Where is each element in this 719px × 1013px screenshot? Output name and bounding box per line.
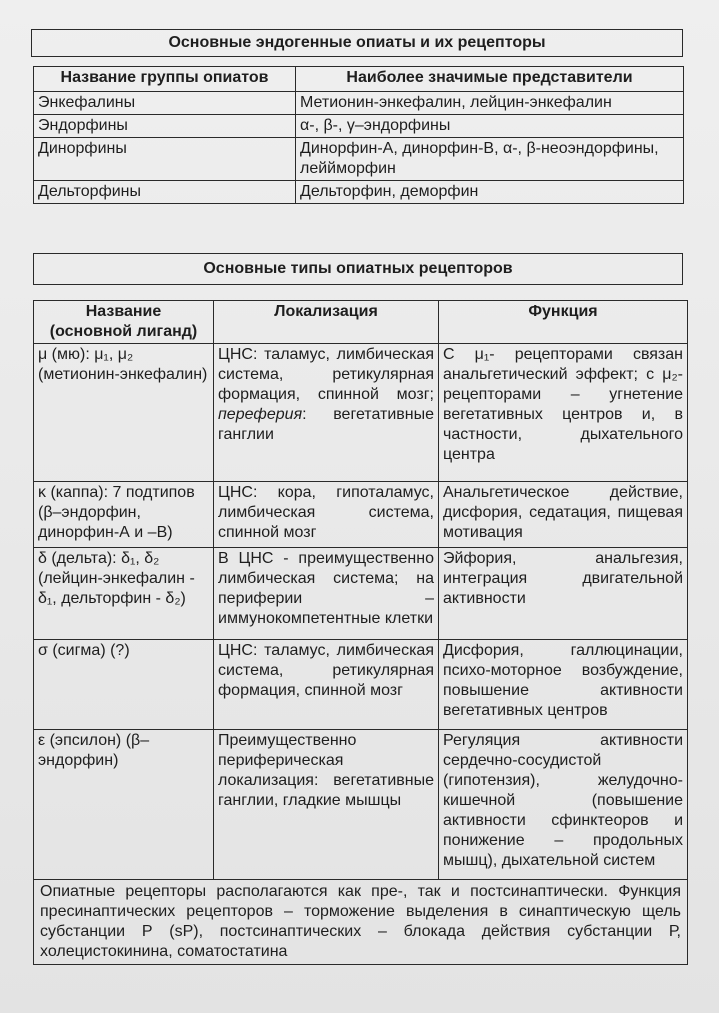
column-header-name-line1: Название (85, 303, 162, 320)
table-row (34, 92, 684, 115)
opiate-receptors-table (33, 300, 688, 965)
receptor-name-cell: μ (мю): μ₁, μ₂ (метионин-энкефалин) (34, 344, 214, 482)
table-row (34, 115, 684, 138)
receptor-localization-cell: ЦНС: кора, гипоталамус, лимбическая система, спинной мозг (214, 482, 439, 548)
column-header-name (34, 301, 214, 344)
column-header: Наиболее значимые представители (296, 67, 684, 92)
receptor-function-cell: Анальгетическое действие, дисфория, седатация, пищевая мотивация (439, 482, 688, 548)
endogenous-opiates-table (33, 66, 684, 204)
table1-title: Основные эндогенные опиаты и их рецепторы (31, 29, 683, 57)
opiate-members-cell: Дельторфин, деморфин (296, 181, 684, 204)
receptor-note-cell: Опиатные рецепторы располагаются как пре-, так и постсинаптически. Функция пресинаптических рецепторов – торможение выделения в синаптическую щель субстанции Р (sP), постсинаптических – блокада действия субстанции Р, холецистокинина, соматостатина (34, 880, 688, 965)
table-row (34, 138, 684, 181)
receptor-function-cell: Дисфория, галлюцинации, психо-моторное возбуждение, повышение активности вегетативных центров (439, 640, 688, 730)
localization-text-end: : вегетативные ганглии (218, 406, 434, 443)
opiate-group-cell: Дельторфины (34, 181, 296, 204)
receptor-localization-cell: ЦНС: таламус, лимбическая система, ретикулярная формация, спинной мозг (214, 640, 439, 730)
opiate-group-cell: Эндорфины (34, 115, 296, 138)
receptor-name-cell: κ (каппа): 7 подтипов (β–эндорфин, динорфин-А и –В) (34, 482, 214, 548)
table-row (34, 640, 688, 730)
receptor-function-cell: С μ₁- рецепторами связан анальгетический эффект; с μ₂-рецепторами – угнетение вегетативных центров и, в частности, дыхательного центра (439, 344, 688, 482)
receptor-function-cell: Регуляция активности сердечно-сосудистой (гипотензия), желудочно-кишечной (повышение активности сфинктеоров и понижение – продольных мышц), дыхательной систем (439, 730, 688, 880)
opiate-group-cell: Энкефалины (34, 92, 296, 115)
receptor-name-cell: ε (эпсилон) (β–эндорфин) (34, 730, 214, 880)
table-row (34, 344, 688, 482)
receptor-localization-cell (214, 344, 439, 482)
table2-title: Основные типы опиатных рецепторов (33, 253, 683, 285)
receptor-function-cell: Эйфория, анальгезия, интеграция двигательной активности (439, 548, 688, 640)
table-row (34, 482, 688, 548)
table-row (34, 181, 684, 204)
table-header-row (34, 301, 688, 344)
table-row (34, 548, 688, 640)
receptor-name-cell: δ (дельта): δ₁, δ₂ (лейцин-энкефалин - δ₁, дельторфин - δ₂) (34, 548, 214, 640)
column-header-name-line2: (основной лиганд) (49, 323, 198, 340)
opiate-group-cell: Динорфины (34, 138, 296, 181)
receptor-name-cell: σ (сигма) (?) (34, 640, 214, 730)
localization-text: ЦНС: таламус, лимбическая система, ретикулярная формация, спинной мозг; (218, 346, 434, 403)
receptor-localization-cell: В ЦНС - преимущественно лимбическая система; на периферии – иммунокомпетентные клетки (214, 548, 439, 640)
table-header-row (34, 67, 684, 92)
opiate-members-cell: Метионин-энкефалин, лейцин-энкефалин (296, 92, 684, 115)
column-header: Название группы опиатов (34, 67, 296, 92)
table-note-row (34, 880, 688, 965)
receptor-localization-cell: Преимущественно периферическая локализация: вегетативные ганглии, гладкие мышцы (214, 730, 439, 880)
opiate-members-cell: α-, β-, γ–эндорфины (296, 115, 684, 138)
localization-italic-text: переферия (218, 406, 303, 423)
column-header-localization: Локализация (214, 301, 439, 344)
table-row (34, 730, 688, 880)
opiate-members-cell: Динорфин-А, динорфин-В, α-, β-неоэндорфины, леййморфин (296, 138, 684, 181)
column-header-function: Функция (439, 301, 688, 344)
